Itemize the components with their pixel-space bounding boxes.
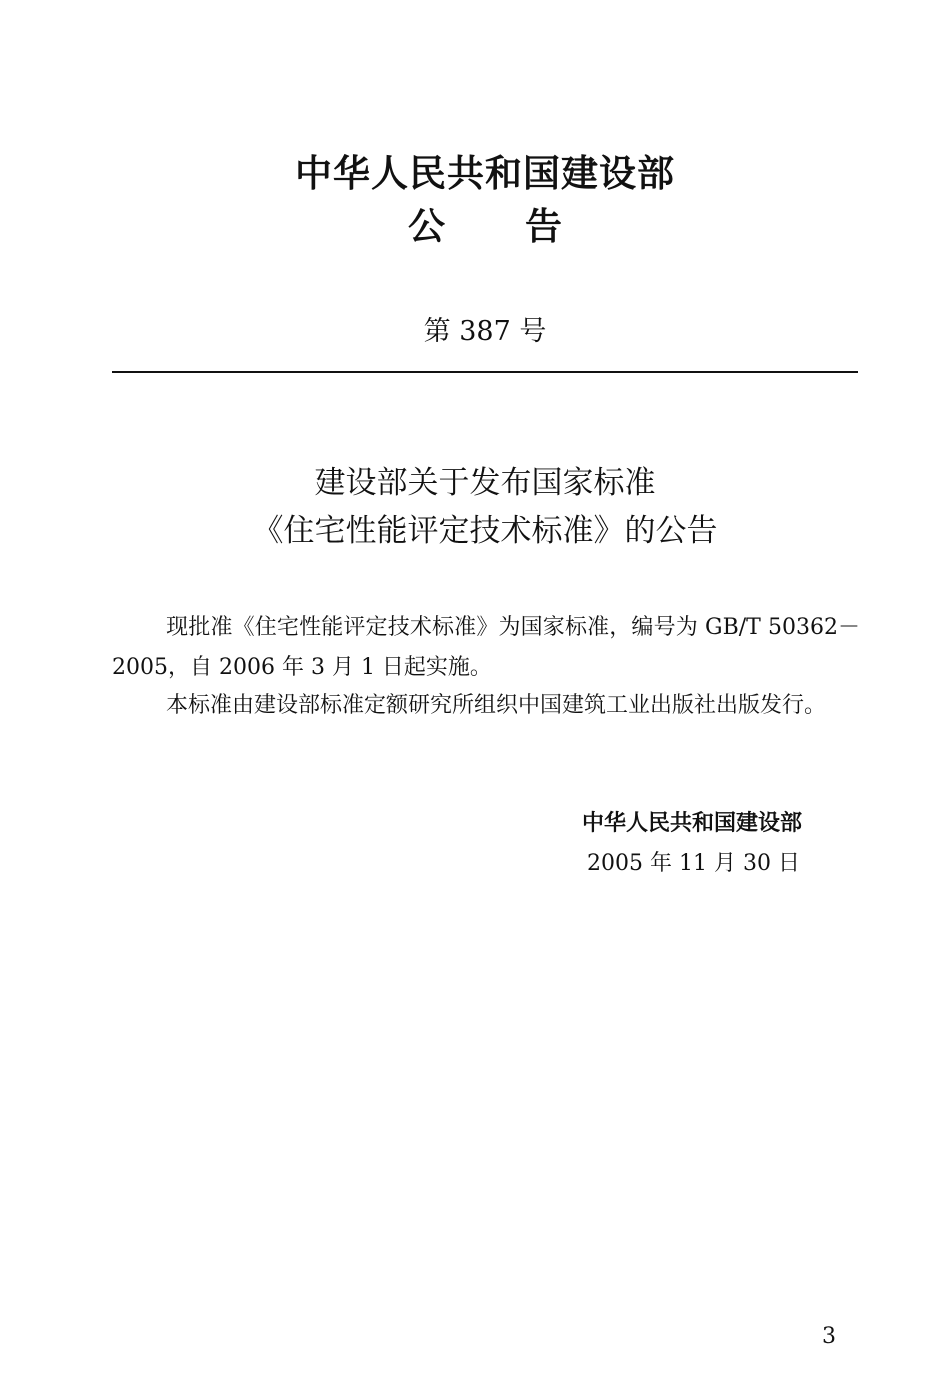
notice-title-line-2: 《住宅性能评定技术标准》的公告 bbox=[252, 513, 718, 549]
signature-date: 2005 年 11 月 30 日 bbox=[587, 851, 800, 876]
notice-label: 公告 bbox=[408, 205, 642, 248]
page-number: 3 bbox=[822, 1324, 836, 1349]
header-divider bbox=[112, 371, 858, 373]
body-paragraph-1-text: 现批准《住宅性能评定技术标准》为国家标准，编号为 GB/T 50362－2005，自 2006 年 3 月 1 日起实施。 bbox=[112, 615, 860, 680]
signature-organization: 中华人民共和国建设部 bbox=[581, 811, 802, 836]
notice-title-line-1: 建设部关于发布国家标准 bbox=[314, 465, 656, 501]
body-paragraph-2-text: 本标准由建设部标准定额研究所组织中国建筑工业出版社出版发行。 bbox=[166, 693, 827, 718]
body-paragraph-2 bbox=[112, 686, 860, 726]
notice-number: 第 387 号 bbox=[423, 316, 547, 347]
ministry-heading: 中华人民共和国建设部 bbox=[295, 152, 675, 195]
body-paragraph-1 bbox=[112, 608, 860, 688]
